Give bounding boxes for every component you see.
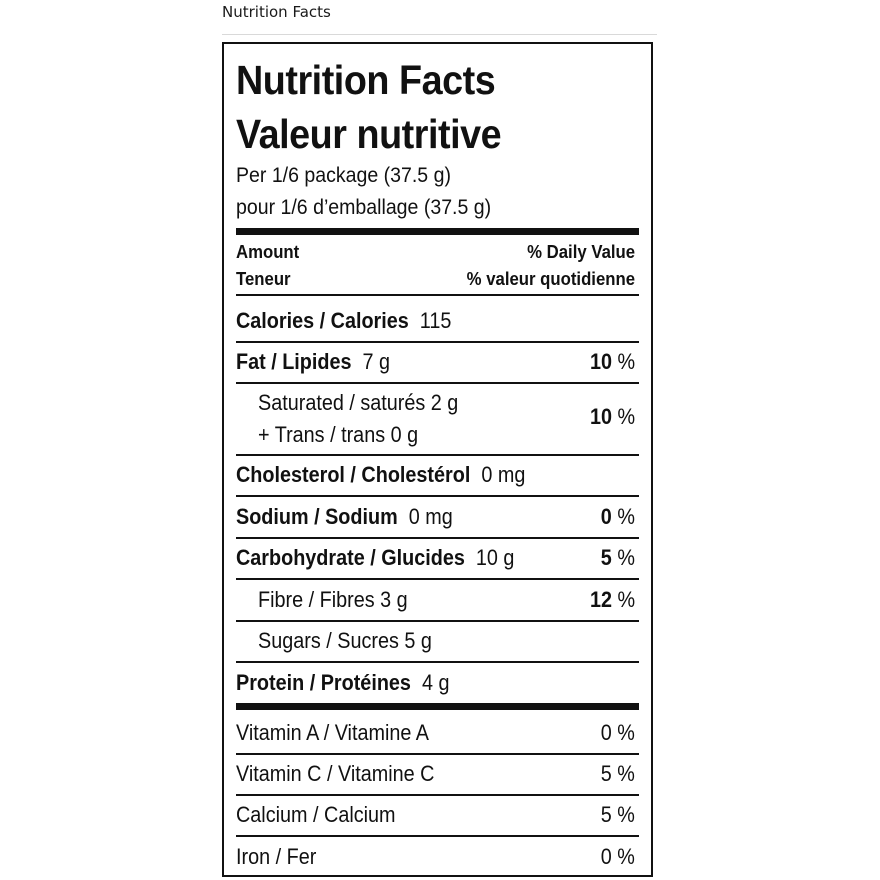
vitamin-daily-value: 0 %	[600, 720, 635, 745]
nutrient-amount: 0 mg	[481, 462, 526, 487]
daily-value: 10	[589, 404, 612, 429]
thick-divider	[236, 703, 639, 710]
divider	[236, 753, 639, 755]
divider	[236, 835, 639, 837]
nutrient-amount: 115	[419, 308, 452, 333]
nutrient-name: + Trans / trans 0 g	[258, 422, 419, 447]
divider	[236, 794, 639, 796]
vitamin-name: Calcium / Calcium	[236, 802, 396, 827]
header-amount-en: Amount	[236, 242, 300, 262]
nutrition-facts-panel	[222, 42, 653, 877]
nutrient-name: Saturated / saturés 2 g	[258, 390, 459, 415]
divider	[236, 537, 639, 539]
vitamin-daily-value: 0 %	[600, 844, 635, 869]
nutrient-amount: 4 g	[421, 670, 450, 695]
vitamin-daily-value: 5 %	[600, 761, 635, 786]
vitamin-daily-value: 5 %	[600, 802, 635, 827]
daily-value: 0	[600, 504, 612, 529]
divider	[236, 620, 639, 622]
header-daily-value-fr: % valeur quotidienne	[466, 269, 635, 289]
nutrient-name: Protein / Protéines	[236, 670, 411, 695]
nutrient-name: Sodium / Sodium	[236, 504, 398, 529]
serving-size-fr: pour 1/6 d’emballage (37.5 g)	[236, 196, 492, 219]
header-amount-fr: Teneur	[236, 269, 291, 289]
nutrient-name: Calories / Calories	[236, 308, 409, 333]
page-heading: Nutrition Facts	[222, 3, 331, 21]
vitamin-name: Vitamin C / Vitamine C	[236, 761, 435, 786]
percent-sign: %	[611, 587, 635, 612]
divider	[236, 341, 639, 343]
heading-divider	[222, 34, 657, 35]
nutrient-amount: 10 g	[475, 545, 515, 570]
divider	[236, 382, 639, 384]
divider	[236, 294, 639, 296]
nutrient-name: Fibre / Fibres 3 g	[258, 587, 408, 612]
nutrient-name: Fat / Lipides	[236, 349, 352, 374]
daily-value: 10	[589, 349, 612, 374]
daily-value: 12	[589, 587, 612, 612]
percent-sign: %	[611, 545, 635, 570]
nutrient-name: Cholesterol / Cholestérol	[236, 462, 471, 487]
thick-divider	[236, 228, 639, 235]
serving-size-en: Per 1/6 package (37.5 g)	[236, 164, 451, 187]
divider	[236, 661, 639, 663]
percent-sign: %	[611, 349, 635, 374]
nutrient-amount: 7 g	[362, 349, 391, 374]
nutrient-name: Carbohydrate / Glucides	[236, 545, 465, 570]
divider	[236, 578, 639, 580]
vitamin-name: Vitamin A / Vitamine A	[236, 720, 429, 745]
percent-sign: %	[611, 404, 635, 429]
nutrient-name: Sugars / Sucres 5 g	[258, 628, 432, 653]
header-daily-value-en: % Daily Value	[527, 242, 635, 262]
divider	[236, 495, 639, 497]
vitamin-name: Iron / Fer	[236, 844, 317, 869]
divider	[236, 454, 639, 456]
label-title-en: Nutrition Facts	[236, 57, 496, 103]
nutrition-facts-content	[236, 44, 639, 875]
label-title-fr: Valeur nutritive	[236, 111, 502, 157]
percent-sign: %	[611, 504, 635, 529]
nutrient-amount: 0 mg	[408, 504, 453, 529]
daily-value: 5	[600, 545, 612, 570]
